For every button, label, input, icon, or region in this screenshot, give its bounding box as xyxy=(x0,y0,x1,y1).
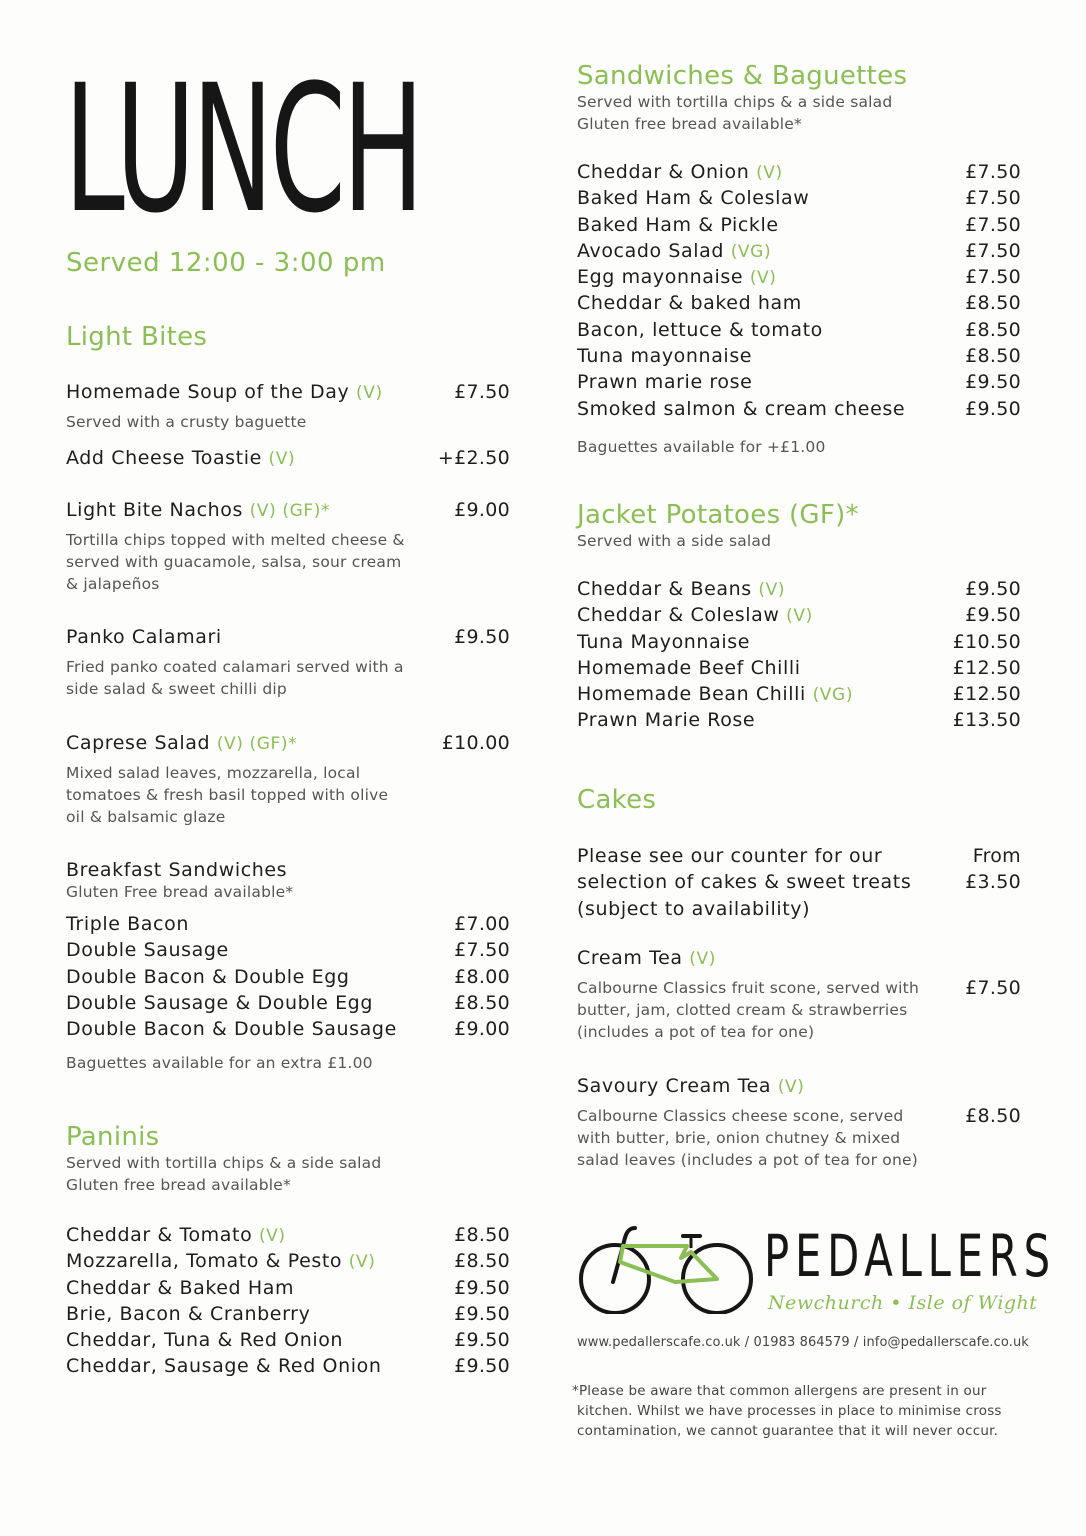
item-name: Add Cheese Toastie xyxy=(66,447,262,469)
item-price: From £3.50 xyxy=(965,845,1021,894)
menu-item: Prawn Marie Rose £13.50 xyxy=(577,709,1021,732)
item-name: Cream Tea xyxy=(577,947,683,969)
menu-item: Brie, Bacon & Cranberry £9.50 xyxy=(66,1302,510,1325)
brand-location: Newchurch • Isle of Wight xyxy=(768,1292,1038,1314)
item-description: Tortilla chips topped with melted cheese & served with guacamole, salsa, sour cream & jalapeños xyxy=(66,531,405,593)
item-price: £10.00 xyxy=(441,732,510,754)
section-title-breakfast: Breakfast Sandwiches xyxy=(66,859,288,881)
menu-item xyxy=(66,626,510,700)
diet-tag: (V) xyxy=(348,1252,376,1273)
item-name: Caprese Salad xyxy=(66,732,211,754)
item-name: Homemade Soup of the Day xyxy=(66,381,350,403)
menu-item: Tuna Mayonnaise £10.50 xyxy=(577,630,1021,653)
section-subtitle: Gluten Free bread available* xyxy=(66,883,294,901)
section-jacket-potatoes xyxy=(577,500,1021,736)
section-note: Baguettes available for an extra £1.00 xyxy=(66,1054,373,1073)
diet-tag: (VG) xyxy=(730,241,772,262)
diet-tag: (V) xyxy=(356,383,383,403)
item-price: £7.50 xyxy=(454,381,510,403)
menu-item: Double Bacon & Double Sausage £9.00 xyxy=(66,1018,510,1041)
menu-item: Mozzarella, Tomato & Pesto (V) £8.50 xyxy=(66,1250,510,1273)
menu-item: Baked Ham & Pickle £7.50 xyxy=(577,213,1021,236)
menu-item: Cheddar & Beans (V) £9.50 xyxy=(577,578,1021,600)
section-paninis xyxy=(66,1122,510,1382)
menu-item xyxy=(66,732,510,828)
diet-tag: (V) xyxy=(689,949,716,969)
menu-item: Smoked salmon & cream cheese £9.50 xyxy=(577,397,1021,420)
section-title-jackets: Jacket Potatoes (GF)* xyxy=(577,500,859,530)
item-description: Fried panko coated calamari served with a side salad & sweet chilli dip xyxy=(66,658,404,698)
item-price: £9.50 xyxy=(454,626,510,648)
menu-item: Cheddar & baked ham £8.50 xyxy=(577,292,1021,315)
diet-tag: (V) xyxy=(268,449,296,469)
serving-hours: Served 12:00 - 3:00 pm xyxy=(66,248,386,278)
menu-item xyxy=(66,447,510,469)
section-sandwiches xyxy=(577,61,1021,456)
page-title: LUNCH xyxy=(64,47,421,252)
menu-item-cream-tea xyxy=(577,947,1021,1043)
diet-tag: (V) (GF)* xyxy=(249,501,331,521)
menu-item: Homemade Bean Chilli (VG) £12.50 xyxy=(577,683,1021,706)
item-description: Mixed salad leaves, mozzarella, local tomatoes & fresh basil topped with olive oil & balsamic glaze xyxy=(66,764,389,826)
diet-tag: (V) xyxy=(258,1226,286,1246)
diet-tag: (V) xyxy=(749,268,777,289)
menu-item: Cheddar, Tuna & Red Onion £9.50 xyxy=(66,1329,510,1352)
menu-item: Double Bacon & Double Egg £8.00 xyxy=(66,965,510,988)
bicycle-icon xyxy=(575,1222,757,1314)
menu-item: Triple Bacon £7.00 xyxy=(66,913,510,935)
menu-item: Double Sausage £7.50 xyxy=(66,939,510,962)
diet-tag: (V) xyxy=(786,606,813,627)
item-name: Savoury Cream Tea xyxy=(577,1075,772,1097)
item-description: Served with a crusty baguette xyxy=(66,413,307,431)
item-description: Calbourne Classics fruit scone, served with butter, jam, clotted cream & strawberries (includes a pot of tea for one) xyxy=(577,979,919,1041)
section-breakfast-sandwiches xyxy=(66,859,510,1072)
menu-item-savoury-cream-tea xyxy=(577,1075,1021,1171)
menu-item: Bacon, lettuce & tomato £8.50 xyxy=(577,318,1021,341)
diet-tag: (V) xyxy=(777,1077,805,1097)
contact-info: www.pedallerscafe.co.uk / 01983 864579 / info@pedallerscafe.co.uk xyxy=(577,1335,1029,1350)
item-price: £7.50 xyxy=(965,977,1021,999)
menu-item: Cheddar & Coleslaw (V) £9.50 xyxy=(577,604,1021,627)
menu-item: Baked Ham & Coleslaw £7.50 xyxy=(577,187,1021,210)
diet-tag: (VG) xyxy=(812,685,854,706)
item-price: £9.00 xyxy=(454,499,510,521)
item-price: +£2.50 xyxy=(437,447,510,469)
allergen-notice: *Please be aware that common allergens are present in our kitchen. Whilst we have processes in place to minimise cross contamination, we cannot guarantee that it will never occur. xyxy=(572,1383,1002,1439)
menu-item: Cheddar, Sausage & Red Onion £9.50 xyxy=(66,1355,510,1378)
item-name: Panko Calamari xyxy=(66,626,222,648)
menu-item: Double Sausage & Double Egg £8.50 xyxy=(66,991,510,1014)
menu-item: Homemade Beef Chilli £12.50 xyxy=(577,656,1021,679)
menu-item: Cheddar & Baked Ham £9.50 xyxy=(66,1276,510,1299)
brand-name: PEDALLERS xyxy=(764,1222,1056,1290)
diet-tag: (V) xyxy=(756,163,783,183)
diet-tag: (V) (GF)* xyxy=(216,734,298,754)
diet-tag: (V) xyxy=(758,580,786,600)
menu-item xyxy=(66,499,510,595)
section-title-cakes: Cakes xyxy=(577,785,657,815)
menu-item-cakes-counter: Please see our counter for our selection of cakes & sweet treats (subject to availability) From £3.50 xyxy=(577,845,1021,920)
menu-item xyxy=(66,381,510,433)
section-title-paninis: Paninis xyxy=(66,1122,160,1152)
section-subtitle: Served with tortilla chips & a side salad Gluten free bread available* xyxy=(66,1154,382,1194)
menu-item: Egg mayonnaise (V) £7.50 xyxy=(577,266,1021,289)
section-title-sandwiches: Sandwiches & Baguettes xyxy=(577,61,908,91)
menu-item: Prawn marie rose £9.50 xyxy=(577,371,1021,394)
section-subtitle: Served with a side salad xyxy=(577,532,772,550)
menu-item: Cheddar & Tomato (V) £8.50 xyxy=(66,1224,510,1246)
item-name: Light Bite Nachos xyxy=(66,499,244,521)
section-title-light-bites: Light Bites xyxy=(66,322,208,352)
section-note: Baguettes available for +£1.00 xyxy=(577,437,826,456)
item-description: Calbourne Classics cheese scone, served with butter, brie, onion chutney & mixed salad leaves (includes a pot of tea for one) xyxy=(577,1107,918,1169)
section-subtitle: Served with tortilla chips & a side salad Gluten free bread available* xyxy=(577,93,893,133)
menu-item: Tuna mayonnaise £8.50 xyxy=(577,345,1021,368)
menu-item: Avocado Salad (VG) £7.50 xyxy=(577,239,1021,262)
menu-item: Cheddar & Onion (V) £7.50 xyxy=(577,161,1021,183)
item-price: £8.50 xyxy=(965,1105,1021,1127)
